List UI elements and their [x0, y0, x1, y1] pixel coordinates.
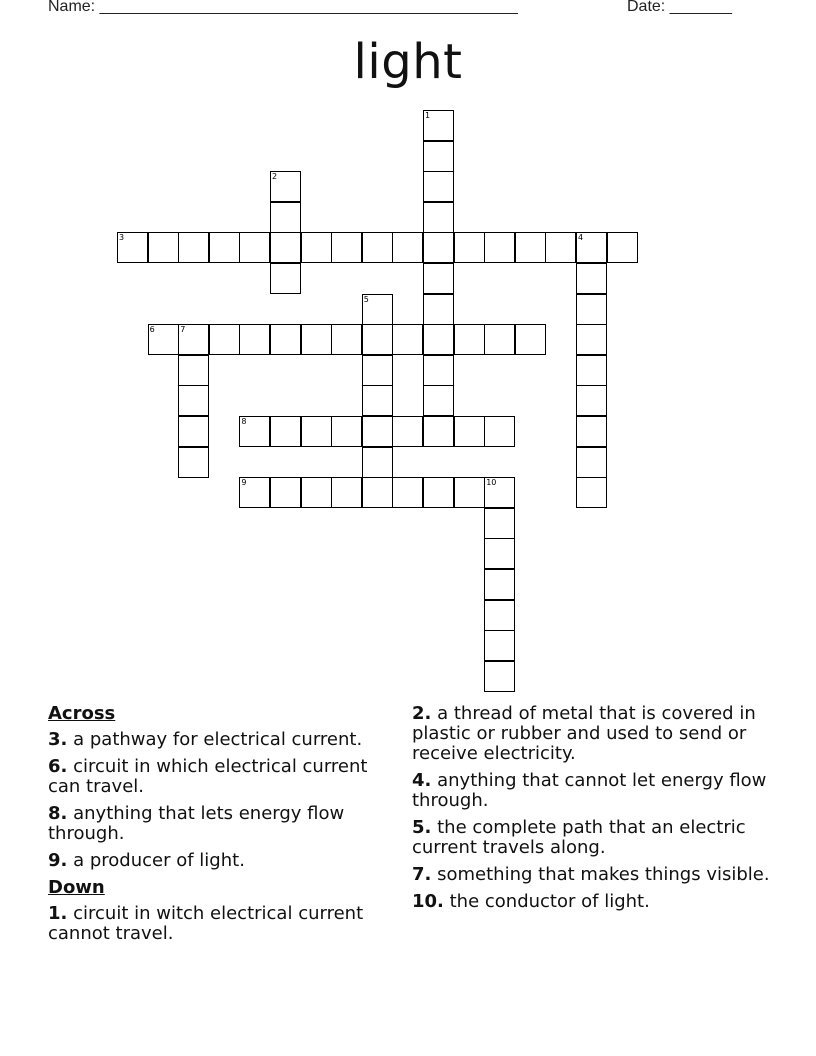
crossword-cell[interactable] [362, 355, 393, 386]
date-line: Date: _______ [627, 0, 732, 15]
crossword-cell[interactable] [423, 110, 454, 141]
crossword-cell[interactable] [423, 355, 454, 386]
name-line: Name: _______________________________________________ [48, 0, 518, 15]
clue-text: a pathway for electrical current. [73, 729, 363, 750]
crossword-cell[interactable] [423, 477, 454, 508]
clue-number: 7. [412, 864, 432, 885]
crossword-cell[interactable] [484, 600, 515, 631]
crossword-cell[interactable] [515, 232, 546, 263]
clue-number: 10. [412, 891, 444, 912]
clue-number: 6. [48, 756, 68, 777]
crossword-cell[interactable] [331, 232, 362, 263]
crossword-cell[interactable] [362, 294, 393, 325]
cell-number: 1 [425, 111, 431, 120]
clue-text: a thread of metal that is covered in plastic or rubber and used to send or receive electricity. [412, 703, 756, 764]
crossword-cell[interactable] [178, 385, 209, 416]
crossword-cell[interactable] [515, 324, 546, 355]
crossword-cell[interactable] [392, 416, 423, 447]
crossword-cell[interactable] [362, 447, 393, 478]
crossword-cell[interactable] [239, 477, 270, 508]
clue-text: anything that cannot let energy flow through. [412, 770, 767, 811]
clue-text: a producer of light. [73, 850, 245, 871]
crossword-cell[interactable] [270, 232, 301, 263]
crossword-cell[interactable] [331, 477, 362, 508]
clue-across-6 [48, 757, 378, 797]
clue-text: circuit in witch electrical current cannot travel. [48, 903, 364, 944]
clue-number: 4. [412, 770, 432, 791]
crossword-cell[interactable] [270, 324, 301, 355]
crossword-cell[interactable] [362, 416, 393, 447]
clue-text: circuit in which electrical current can travel. [48, 756, 368, 797]
crossword-cell[interactable] [301, 232, 332, 263]
crossword-cell[interactable] [484, 477, 515, 508]
crossword-cell[interactable] [117, 232, 148, 263]
crossword-cell[interactable] [301, 416, 332, 447]
crossword-cell[interactable] [178, 355, 209, 386]
crossword-cell[interactable] [178, 416, 209, 447]
clue-text: something that makes things visible. [437, 864, 770, 885]
crossword-cell[interactable] [423, 324, 454, 355]
clue-text: the conductor of light. [449, 891, 650, 912]
crossword-cell[interactable] [392, 477, 423, 508]
crossword-cell[interactable] [545, 232, 576, 263]
clue-text: the complete path that an electric current travels along. [412, 817, 746, 858]
crossword-cell[interactable] [362, 324, 393, 355]
crossword-cell[interactable] [423, 202, 454, 233]
crossword-cell[interactable] [270, 477, 301, 508]
clue-down-2 [412, 704, 782, 764]
cell-number: 9 [241, 478, 247, 488]
crossword-cell[interactable] [270, 416, 301, 447]
crossword-cell[interactable] [362, 477, 393, 508]
crossword-cell[interactable] [239, 416, 270, 447]
crossword-cell[interactable] [576, 447, 607, 478]
crossword-cell[interactable] [576, 232, 607, 263]
crossword-cell[interactable] [576, 416, 607, 447]
clue-down-10 [412, 892, 782, 912]
cell-number: 5 [363, 294, 369, 304]
clue-across-9 [48, 851, 378, 871]
crossword-cell[interactable] [454, 416, 485, 447]
crossword-cell[interactable] [576, 477, 607, 508]
crossword-cell[interactable] [484, 538, 515, 569]
crossword-cell[interactable] [392, 324, 423, 355]
crossword-cell[interactable] [454, 324, 485, 355]
crossword-cell[interactable] [423, 385, 454, 416]
clue-down-1 [48, 904, 378, 944]
down-heading: Down [48, 877, 105, 898]
crossword-cell[interactable] [178, 447, 209, 478]
clue-down-5 [412, 818, 782, 858]
crossword-cell[interactable] [484, 661, 515, 692]
crossword-cell[interactable] [484, 630, 515, 661]
crossword-cell[interactable] [454, 232, 485, 263]
crossword-cell[interactable] [301, 477, 332, 508]
crossword-cell[interactable] [484, 232, 515, 263]
crossword-cell[interactable] [576, 294, 607, 325]
clue-number: 3. [48, 729, 68, 750]
clues-left-column [48, 704, 378, 951]
crossword-cell[interactable] [576, 385, 607, 416]
crossword-cell[interactable] [270, 202, 301, 233]
crossword-cell[interactable] [484, 508, 515, 539]
clue-text: anything that lets energy flow through. [48, 803, 345, 844]
clue-number: 5. [412, 817, 432, 838]
crossword-cell[interactable] [423, 294, 454, 325]
crossword-cell[interactable] [423, 416, 454, 447]
cell-number: 10 [486, 478, 497, 488]
cell-number: 7 [180, 325, 186, 335]
crossword-cell[interactable] [270, 171, 301, 202]
across-heading: Across [48, 703, 116, 724]
clues-right-column [412, 704, 782, 919]
clue-down-7 [412, 865, 782, 885]
crossword-cell[interactable] [178, 232, 209, 263]
crossword-cell[interactable] [239, 324, 270, 355]
crossword-cell[interactable] [301, 324, 332, 355]
crossword-cell[interactable] [270, 263, 301, 294]
crossword-cell[interactable] [423, 232, 454, 263]
puzzle-title: light [353, 34, 463, 90]
cell-number: 4 [578, 233, 584, 243]
clue-number: 8. [48, 803, 68, 824]
cell-number: 3 [119, 233, 125, 243]
crossword-cell[interactable] [423, 171, 454, 202]
cell-number: 8 [241, 417, 247, 426]
clue-number: 1. [48, 903, 68, 924]
crossword-cell[interactable] [239, 232, 270, 263]
crossword-cell[interactable] [209, 232, 240, 263]
crossword-cell[interactable] [148, 232, 179, 263]
crossword-cell[interactable] [576, 355, 607, 386]
crossword-cell[interactable] [178, 324, 209, 355]
clue-down-4 [412, 771, 782, 811]
clue-number: 9. [48, 850, 68, 871]
crossword-cell[interactable] [423, 141, 454, 172]
crossword-cell[interactable] [454, 477, 485, 508]
crossword-cell[interactable] [331, 324, 362, 355]
crossword-cell[interactable] [484, 569, 515, 600]
clue-across-8 [48, 804, 378, 844]
crossword-cell[interactable] [576, 324, 607, 355]
crossword-cell[interactable] [362, 232, 393, 263]
crossword-cell[interactable] [209, 324, 240, 355]
crossword-cell[interactable] [484, 324, 515, 355]
crossword-cell[interactable] [607, 232, 638, 263]
crossword-cell[interactable] [484, 416, 515, 447]
crossword-cell[interactable] [331, 416, 362, 447]
cell-number: 6 [149, 325, 155, 335]
crossword-cell[interactable] [392, 232, 423, 263]
crossword-cell[interactable] [576, 263, 607, 294]
crossword-cell[interactable] [423, 263, 454, 294]
clue-number: 2. [412, 703, 432, 724]
cell-number: 2 [272, 172, 278, 182]
crossword-cell[interactable] [362, 385, 393, 416]
clue-across-3 [48, 730, 378, 750]
crossword-cell[interactable] [148, 324, 179, 355]
